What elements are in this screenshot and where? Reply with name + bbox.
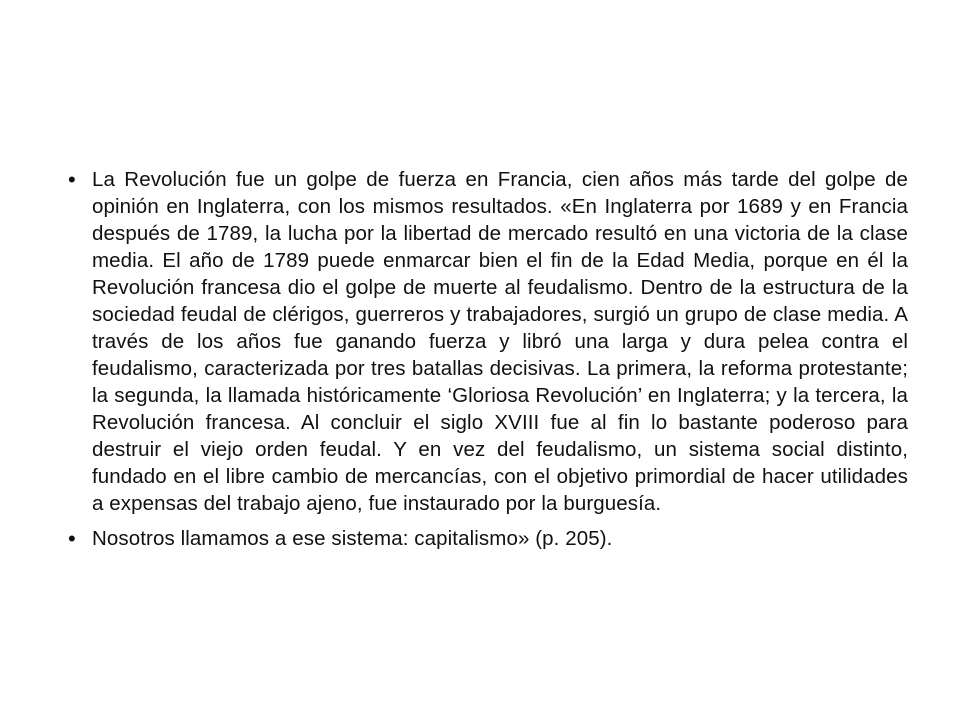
bullet-item <box>58 166 908 517</box>
bullet-item <box>58 525 908 552</box>
bullet-text: Nosotros llamamos a ese sistema: capitalismo» (p. 205). <box>92 527 613 550</box>
bullet-icon: • <box>68 167 76 192</box>
bullet-icon: • <box>68 526 76 551</box>
bullet-list <box>58 166 908 552</box>
bullet-text: La Revolución fue un golpe de fuerza en Francia, cien años más tarde del golpe de opinión en Inglaterra, con los mismos resultados. «En Inglaterra por 1689 y en Francia después de 1789, la lucha por la libertad de mercado resultó en una victoria de la clase media. El año de 1789 puede enmarcar bien el fin de la Edad Media, porque en él la Revolución francesa dio el golpe de muerte al feudalismo. Dentro de la estructura de la sociedad feudal de clérigos, guerreros y trabajadores, surgió un grupo de clase media. A través de los años fue ganando fuerza y libró una larga y dura pelea contra el feudalismo, caracterizada por tres batallas decisivas. La primera, la reforma protestante; la segunda, la llamada históricamente ‘Gloriosa Revolución’ en Inglaterra; y la tercera, la Revolución francesa. Al concluir el siglo XVIII fue al fin lo bastante poderoso para destruir el viejo orden feudal. Y en vez del feudalismo, un sistema social distinto, fundado en el libre cambio de mercancías, con el objetivo primordial de hacer utilidades a expensas del trabajo ajeno, fue instaurado por la burguesía. <box>92 168 908 515</box>
